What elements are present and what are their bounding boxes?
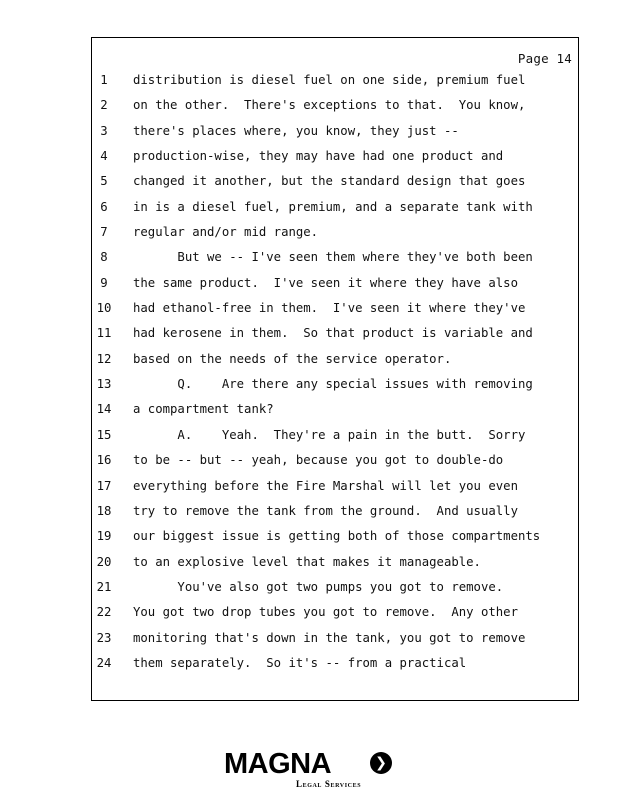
line-number: 2	[100, 98, 108, 113]
line-number: 13	[96, 377, 112, 392]
line-number: 6	[100, 199, 108, 214]
transcript-line	[92, 555, 578, 580]
line-text: distribution is diesel fuel on one side, premium fuel	[133, 73, 526, 87]
line-text: our biggest issue is getting both of those compartments	[133, 529, 541, 544]
line-text: on the other. There's exceptions to that. You know,	[133, 98, 526, 113]
line-number: 8	[100, 250, 108, 265]
transcript-line	[92, 631, 578, 656]
transcript-line	[92, 453, 578, 478]
transcript-line	[92, 200, 578, 225]
line-number: 12	[96, 351, 112, 366]
line-text: Q. Are there any special issues with removing	[133, 377, 533, 392]
transcript-line	[92, 428, 578, 453]
transcript-line	[92, 479, 578, 504]
transcript-line	[92, 529, 578, 554]
magna-logo	[224, 748, 396, 794]
transcript-line	[92, 276, 578, 301]
line-text: changed it another, but the standard design that goes	[133, 174, 526, 189]
line-number: 18	[96, 503, 112, 518]
transcript-line	[92, 73, 578, 98]
line-text: to be -- but -- yeah, because you got to double-do	[133, 453, 504, 468]
transcript-line	[92, 149, 578, 174]
line-text: there's places where, you know, they just --	[133, 123, 459, 138]
logo-wordmark: MAGNA	[224, 748, 332, 780]
line-text: production-wise, they may have had one product and	[133, 149, 504, 164]
logo-subtext: Legal Services	[296, 779, 362, 789]
line-text: monitoring that's down in the tank, you got to remove	[133, 630, 526, 645]
line-text: the same product. I've seen it where they have also	[133, 275, 518, 290]
transcript-line	[92, 656, 578, 681]
transcript-line	[92, 124, 578, 149]
transcript-line	[92, 377, 578, 402]
transcript-line	[92, 174, 578, 199]
line-number: 17	[96, 478, 112, 493]
line-text: A. Yeah. They're a pain in the butt. Sorry	[133, 427, 526, 442]
line-number: 20	[96, 554, 112, 569]
line-number: 11	[96, 326, 112, 341]
transcript-line	[92, 225, 578, 250]
line-number: 5	[100, 174, 108, 189]
line-text: try to remove the tank from the ground. And usually	[133, 503, 518, 518]
transcript-page	[91, 37, 579, 701]
line-number: 22	[96, 605, 112, 620]
line-text: them separately. So it's -- from a practical	[133, 655, 467, 670]
line-text: You've also got two pumps you got to remove.	[133, 579, 504, 594]
line-number: 1	[100, 73, 108, 87]
transcript-line	[92, 326, 578, 351]
transcript-line	[92, 605, 578, 630]
line-number: 9	[100, 275, 108, 290]
line-text: in is a diesel fuel, premium, and a separate tank with	[133, 199, 533, 214]
transcript-line	[92, 250, 578, 275]
line-text: everything before the Fire Marshal will let you even	[133, 478, 518, 493]
page-number: Page 14	[517, 51, 572, 66]
line-number: 16	[96, 453, 112, 468]
line-number: 3	[100, 123, 108, 138]
line-number: 21	[96, 579, 112, 594]
transcript-line	[92, 580, 578, 605]
line-number: 15	[96, 427, 112, 442]
line-number: 10	[96, 301, 112, 316]
line-number: 14	[96, 402, 112, 417]
line-number: 24	[96, 655, 112, 670]
transcript-lines	[92, 73, 578, 681]
line-number: 4	[100, 149, 108, 164]
line-number: 7	[100, 225, 108, 240]
transcript-line	[92, 504, 578, 529]
line-text: regular and/or mid range.	[133, 225, 319, 240]
line-number: 19	[96, 529, 112, 544]
line-text: had ethanol-free in them. I've seen it where they've	[133, 301, 526, 316]
line-text: to an explosive level that makes it manageable.	[133, 554, 481, 569]
transcript-line	[92, 402, 578, 427]
line-text: based on the needs of the service operator.	[133, 351, 452, 366]
chevron-right-circle-icon: ❯	[370, 752, 392, 774]
transcript-line	[92, 301, 578, 326]
transcript-line	[92, 98, 578, 123]
line-number: 23	[96, 630, 112, 645]
transcript-line	[92, 352, 578, 377]
line-text: had kerosene in them. So that product is variable and	[133, 326, 533, 341]
line-text: You got two drop tubes you got to remove. Any other	[133, 605, 518, 620]
line-text: a compartment tank?	[133, 402, 274, 417]
line-text: But we -- I've seen them where they've both been	[133, 250, 533, 265]
